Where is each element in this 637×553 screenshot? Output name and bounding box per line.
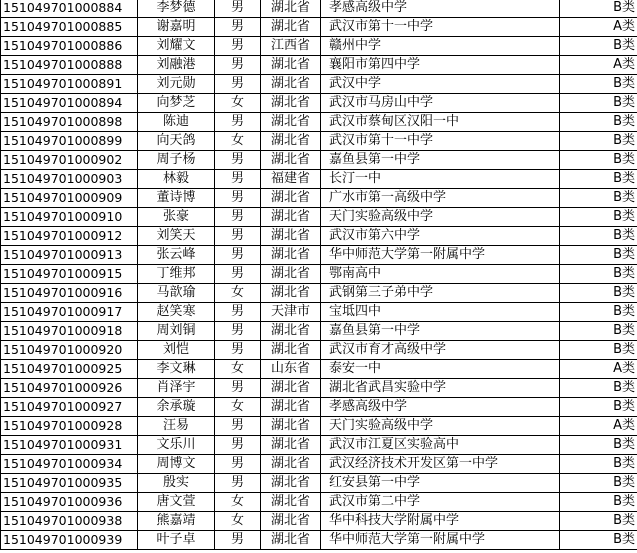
gender-cell: 男: [215, 531, 261, 550]
id-cell: 151049701000913: [1, 246, 138, 265]
category-cell: B类: [560, 379, 637, 398]
province-cell: 湖北省: [261, 75, 321, 94]
gender-cell: 男: [215, 265, 261, 284]
table-row: [1, 37, 637, 56]
school-cell: 武汉市育才高级中学: [321, 341, 560, 360]
table-row: [1, 322, 637, 341]
province-cell: 湖北省: [261, 398, 321, 417]
gender-cell: 男: [215, 75, 261, 94]
name-cell: 余承璇: [138, 398, 215, 417]
table-row: [1, 284, 637, 303]
category-cell: A类: [560, 360, 637, 379]
province-cell: 湖北省: [261, 94, 321, 113]
id-cell: 151049701000902: [1, 151, 138, 170]
id-cell: 151049701000916: [1, 284, 138, 303]
school-cell: 泰安一中: [321, 360, 560, 379]
school-cell: 襄阳市第四中学: [321, 56, 560, 75]
gender-cell: 男: [215, 455, 261, 474]
school-cell: 广水市第一高级中学: [321, 189, 560, 208]
gender-cell: 女: [215, 94, 261, 113]
table-row: [1, 151, 637, 170]
table-row: [1, 474, 637, 493]
id-cell: 151049701000917: [1, 303, 138, 322]
province-cell: 湖北省: [261, 189, 321, 208]
name-cell: 马歆瑜: [138, 284, 215, 303]
gender-cell: 男: [215, 208, 261, 227]
id-cell: 151049701000915: [1, 265, 138, 284]
category-cell: B类: [560, 113, 637, 132]
school-cell: 武汉市第二中学: [321, 493, 560, 512]
name-cell: 向天鸽: [138, 132, 215, 151]
province-cell: 湖北省: [261, 436, 321, 455]
table-row: [1, 18, 637, 37]
name-cell: 谢嘉明: [138, 18, 215, 37]
province-cell: 湖北省: [261, 322, 321, 341]
gender-cell: 男: [215, 0, 261, 18]
name-cell: 张豪: [138, 208, 215, 227]
province-cell: 湖北省: [261, 227, 321, 246]
school-cell: 武汉中学: [321, 75, 560, 94]
name-cell: 周刘铜: [138, 322, 215, 341]
school-cell: 武汉市第六中学: [321, 227, 560, 246]
gender-cell: 女: [215, 132, 261, 151]
name-cell: 刘笑天: [138, 227, 215, 246]
gender-cell: 男: [215, 474, 261, 493]
school-cell: 鄂南高中: [321, 265, 560, 284]
school-cell: 天门实验高级中学: [321, 208, 560, 227]
id-cell: 151049701000891: [1, 75, 138, 94]
name-cell: 林毅: [138, 170, 215, 189]
table-row: [1, 0, 637, 18]
category-cell: B类: [560, 227, 637, 246]
category-cell: B类: [560, 341, 637, 360]
table-row: [1, 512, 637, 531]
school-cell: 武汉经济技术开发区第一中学: [321, 455, 560, 474]
id-cell: 151049701000903: [1, 170, 138, 189]
name-cell: 刘恺: [138, 341, 215, 360]
table-row: [1, 531, 637, 550]
name-cell: 刘融港: [138, 56, 215, 75]
table-row: [1, 75, 637, 94]
table-row: [1, 398, 637, 417]
province-cell: 山东省: [261, 360, 321, 379]
name-cell: 李文琳: [138, 360, 215, 379]
gender-cell: 男: [215, 227, 261, 246]
gender-cell: 女: [215, 398, 261, 417]
category-cell: A类: [560, 56, 637, 75]
category-cell: B类: [560, 493, 637, 512]
table-row: [1, 227, 637, 246]
id-cell: 151049701000938: [1, 512, 138, 531]
id-cell: 151049701000886: [1, 37, 138, 56]
name-cell: 唐文萱: [138, 493, 215, 512]
school-cell: 孝感高级中学: [321, 0, 560, 18]
category-cell: B类: [560, 284, 637, 303]
category-cell: B类: [560, 398, 637, 417]
gender-cell: 男: [215, 379, 261, 398]
name-cell: 周博文: [138, 455, 215, 474]
id-cell: 151049701000899: [1, 132, 138, 151]
table-row: [1, 113, 637, 132]
province-cell: 湖北省: [261, 531, 321, 550]
id-cell: 151049701000920: [1, 341, 138, 360]
table-row: [1, 170, 637, 189]
applicant-table-body: [1, 0, 637, 550]
category-cell: B类: [560, 37, 637, 56]
category-cell: B类: [560, 265, 637, 284]
category-cell: B类: [560, 246, 637, 265]
gender-cell: 男: [215, 151, 261, 170]
category-cell: B类: [560, 75, 637, 94]
id-cell: 151049701000918: [1, 322, 138, 341]
province-cell: 江西省: [261, 37, 321, 56]
table-row: [1, 341, 637, 360]
school-cell: 长汀一中: [321, 170, 560, 189]
gender-cell: 男: [215, 18, 261, 37]
gender-cell: 女: [215, 284, 261, 303]
name-cell: 向梦芝: [138, 94, 215, 113]
province-cell: 湖北省: [261, 341, 321, 360]
school-cell: 武汉市蔡甸区汉阳一中: [321, 113, 560, 132]
name-cell: 赵笑寒: [138, 303, 215, 322]
category-cell: B类: [560, 208, 637, 227]
id-cell: 151049701000927: [1, 398, 138, 417]
category-cell: A类: [560, 18, 637, 37]
province-cell: 湖北省: [261, 208, 321, 227]
id-cell: 151049701000936: [1, 493, 138, 512]
province-cell: 湖北省: [261, 512, 321, 531]
province-cell: 湖北省: [261, 455, 321, 474]
table-row: [1, 132, 637, 151]
category-cell: B类: [560, 512, 637, 531]
school-cell: 武钢第三子弟中学: [321, 284, 560, 303]
province-cell: 湖北省: [261, 474, 321, 493]
category-cell: B类: [560, 322, 637, 341]
table-row: [1, 360, 637, 379]
category-cell: B类: [560, 455, 637, 474]
gender-cell: 男: [215, 37, 261, 56]
name-cell: 董诗博: [138, 189, 215, 208]
school-cell: 武汉市第十一中学: [321, 132, 560, 151]
table-row: [1, 208, 637, 227]
gender-cell: 男: [215, 246, 261, 265]
province-cell: 天津市: [261, 303, 321, 322]
name-cell: 叶子卓: [138, 531, 215, 550]
school-cell: 华中师范大学第一附属中学: [321, 246, 560, 265]
id-cell: 151049701000885: [1, 18, 138, 37]
province-cell: 湖北省: [261, 18, 321, 37]
id-cell: 151049701000925: [1, 360, 138, 379]
category-cell: B类: [560, 189, 637, 208]
id-cell: 151049701000934: [1, 455, 138, 474]
id-cell: 151049701000909: [1, 189, 138, 208]
id-cell: 151049701000926: [1, 379, 138, 398]
table-row: [1, 455, 637, 474]
name-cell: 李梦德: [138, 0, 215, 18]
school-cell: 孝感高级中学: [321, 398, 560, 417]
name-cell: 丁维邦: [138, 265, 215, 284]
school-cell: 武汉市马房山中学: [321, 94, 560, 113]
province-cell: 湖北省: [261, 493, 321, 512]
name-cell: 文乐川: [138, 436, 215, 455]
province-cell: 湖北省: [261, 0, 321, 18]
school-cell: 赣州中学: [321, 37, 560, 56]
table-row: [1, 417, 637, 436]
name-cell: 汪易: [138, 417, 215, 436]
province-cell: 湖北省: [261, 379, 321, 398]
name-cell: 陈迪: [138, 113, 215, 132]
table-row: [1, 56, 637, 75]
id-cell: 151049701000888: [1, 56, 138, 75]
id-cell: 151049701000928: [1, 417, 138, 436]
category-cell: B类: [560, 94, 637, 113]
gender-cell: 男: [215, 170, 261, 189]
province-cell: 湖北省: [261, 246, 321, 265]
id-cell: 151049701000910: [1, 208, 138, 227]
school-cell: 宝坻四中: [321, 303, 560, 322]
gender-cell: 女: [215, 360, 261, 379]
province-cell: 湖北省: [261, 265, 321, 284]
school-cell: 华中科技大学附属中学: [321, 512, 560, 531]
table-row: [1, 265, 637, 284]
name-cell: 刘耀文: [138, 37, 215, 56]
gender-cell: 男: [215, 56, 261, 75]
province-cell: 湖北省: [261, 113, 321, 132]
id-cell: 151049701000898: [1, 113, 138, 132]
category-cell: B类: [560, 132, 637, 151]
province-cell: 湖北省: [261, 151, 321, 170]
province-cell: 湖北省: [261, 417, 321, 436]
gender-cell: 男: [215, 303, 261, 322]
province-cell: 湖北省: [261, 284, 321, 303]
id-cell: 151049701000939: [1, 531, 138, 550]
category-cell: B类: [560, 436, 637, 455]
school-cell: 嘉鱼县第一中学: [321, 151, 560, 170]
category-cell: B类: [560, 303, 637, 322]
category-cell: B类: [560, 151, 637, 170]
table-row: [1, 493, 637, 512]
province-cell: 湖北省: [261, 132, 321, 151]
table-row: [1, 189, 637, 208]
gender-cell: 男: [215, 436, 261, 455]
category-cell: B类: [560, 170, 637, 189]
category-cell: A类: [560, 417, 637, 436]
category-cell: B类: [560, 474, 637, 493]
province-cell: 湖北省: [261, 56, 321, 75]
name-cell: 刘元勋: [138, 75, 215, 94]
gender-cell: 男: [215, 341, 261, 360]
school-cell: 湖北省武昌实验中学: [321, 379, 560, 398]
school-cell: 天门实验高级中学: [321, 417, 560, 436]
name-cell: 肖泽宇: [138, 379, 215, 398]
table-row: [1, 303, 637, 322]
table-row: [1, 436, 637, 455]
id-cell: 151049701000935: [1, 474, 138, 493]
id-cell: 151049701000884: [1, 0, 138, 18]
table-row: [1, 246, 637, 265]
gender-cell: 女: [215, 493, 261, 512]
table-row: [1, 379, 637, 398]
gender-cell: 男: [215, 189, 261, 208]
category-cell: B类: [560, 0, 637, 18]
id-cell: 151049701000931: [1, 436, 138, 455]
school-cell: 武汉市第十一中学: [321, 18, 560, 37]
name-cell: 殷实: [138, 474, 215, 493]
school-cell: 嘉鱼县第一中学: [321, 322, 560, 341]
id-cell: 151049701000912: [1, 227, 138, 246]
id-cell: 151049701000894: [1, 94, 138, 113]
name-cell: 张云峰: [138, 246, 215, 265]
gender-cell: 男: [215, 113, 261, 132]
gender-cell: 男: [215, 417, 261, 436]
name-cell: 熊嘉靖: [138, 512, 215, 531]
gender-cell: 女: [215, 512, 261, 531]
name-cell: 周子杨: [138, 151, 215, 170]
province-cell: 福建省: [261, 170, 321, 189]
school-cell: 华中师范大学第一附属中学: [321, 531, 560, 550]
gender-cell: 男: [215, 322, 261, 341]
school-cell: 红安县第一中学: [321, 474, 560, 493]
school-cell: 武汉市江夏区实验高中: [321, 436, 560, 455]
category-cell: B类: [560, 531, 637, 550]
table-row: [1, 94, 637, 113]
